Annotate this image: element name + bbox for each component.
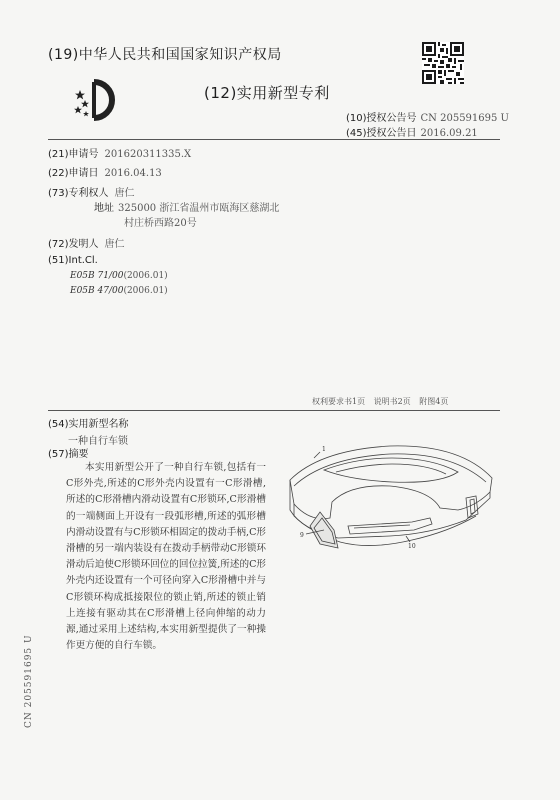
utility-name-label: (54)实用新型名称 bbox=[48, 419, 129, 430]
abstract-text: 本实用新型公开了一种自行车锁,包括有一C形外壳,所述的C形外壳内设置有一C形滑槽,所述的C形滑槽内滑动设置有C形锁环,C形滑槽的一端侧面上开设有一段弧形槽,所述的弧形槽内滑动设置有与C形锁环相固定的拨动手柄,C形滑槽的另一端内装设有在拨动手柄带动C形锁环滑动后迫使C形锁环回位的回位拉簧,所述的C形外壳内还设置有一个可径向穿入C形滑槽中并与C形锁环构成抵接限位的锁止销,所述的锁止销上连接有驱动其在C形滑槽上径向伸缩的动力源,通过采用上述结构,本实用新型提供了一种操作更方便的自行车锁。 bbox=[66, 462, 267, 652]
address-line-2: 村庄桥西路20号 bbox=[124, 218, 197, 229]
application-number-field bbox=[48, 145, 191, 160]
inventor-label: (72)发明人 bbox=[48, 239, 99, 250]
drawing-label: 9 bbox=[300, 532, 304, 539]
int-cl-year: (2006.01) bbox=[123, 271, 168, 281]
sipo-logo-icon bbox=[72, 78, 128, 122]
publication-date: 2016.09.21 bbox=[420, 128, 478, 139]
address-field bbox=[94, 199, 279, 214]
publication-date-line bbox=[346, 124, 478, 139]
header-divider bbox=[48, 139, 500, 140]
utility-name: 一种自行车锁 bbox=[68, 436, 128, 447]
filing-date: 2016.04.13 bbox=[104, 168, 162, 179]
page-count-info: 权利要求书1页 说明书2页 附图4页 bbox=[312, 397, 449, 406]
publication-number: CN 205591695 U bbox=[420, 113, 509, 124]
filing-date-field bbox=[48, 164, 162, 179]
drawing-label: 1 bbox=[322, 446, 326, 453]
int-cl-entry bbox=[70, 286, 168, 296]
int-cl-code: E05B 71/00 bbox=[70, 271, 124, 281]
application-number-label: (21)申请号 bbox=[48, 149, 99, 160]
patentee-label: (73)专利权人 bbox=[48, 188, 109, 199]
qr-code-icon bbox=[422, 42, 464, 84]
inventor-field bbox=[48, 235, 125, 250]
abstract-label: (57)摘要 bbox=[48, 449, 89, 460]
filing-date-label: (22)申请日 bbox=[48, 168, 99, 179]
int-cl-entry bbox=[70, 271, 168, 281]
int-cl-year: (2006.01) bbox=[123, 286, 168, 296]
patent-type: (12)实用新型专利 bbox=[204, 84, 330, 102]
int-cl-code: E05B 47/00 bbox=[70, 286, 124, 296]
bicycle-lock-drawing bbox=[280, 438, 500, 578]
publication-number-line bbox=[346, 109, 509, 124]
inventor: 唐仁 bbox=[104, 239, 125, 250]
application-number: 201620311335.X bbox=[104, 149, 192, 160]
patentee: 唐仁 bbox=[114, 188, 135, 199]
office-name: (19)中华人民共和国国家知识产权局 bbox=[48, 47, 282, 63]
address-label: 地址 bbox=[94, 203, 114, 214]
publication-number-label: (10)授权公告号 bbox=[346, 113, 417, 124]
patentee-field bbox=[48, 184, 135, 199]
section-divider bbox=[48, 410, 500, 411]
publication-date-label: (45)授权公告日 bbox=[346, 128, 417, 139]
spine-publication-number: CN 205591695 U bbox=[24, 634, 34, 728]
drawing-label: 10 bbox=[408, 543, 416, 550]
address-line-1: 325000 浙江省温州市瓯海区慈湖北 bbox=[118, 203, 280, 214]
int-cl-label: (51)Int.Cl. bbox=[48, 255, 98, 266]
